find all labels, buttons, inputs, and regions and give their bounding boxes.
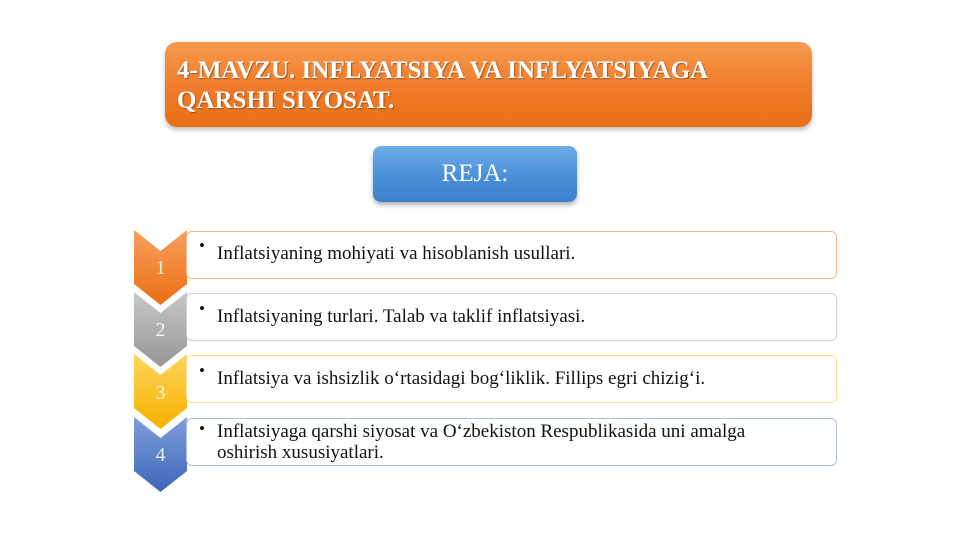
item-number-4: 4 — [155, 444, 166, 466]
bullet-4: • — [199, 419, 205, 438]
item-number-3: 3 — [155, 382, 166, 404]
item-text-3: Inflatsiya va ishsizlik o‘rtasidagi bog‘liklik. Fillips egri chizig‘i. — [217, 368, 706, 389]
item-number-1: 1 — [155, 257, 166, 279]
item-text-1: Inflatsiyaning mohiyati va hisoblanish usullari. — [217, 243, 576, 264]
bullet-3: • — [199, 361, 205, 380]
bullet-1: • — [199, 236, 205, 255]
item-number-2: 2 — [155, 319, 166, 341]
item-text-2: Inflatsiyaning turlari. Talab va taklif inflatsiyasi. — [217, 306, 586, 327]
item-text-4-line-2: oshirish xususiyatlari. — [217, 442, 384, 463]
bullet-2: • — [199, 299, 205, 318]
item-text-4-line-1: Inflatsiyaga qarshi siyosat va O‘zbekiston Respublikasida uni amalga — [217, 421, 746, 442]
title-line-2: QARSHI SIYOSAT. — [177, 87, 395, 114]
reja-label: REJA: — [373, 146, 577, 202]
title-banner — [165, 42, 812, 127]
title-line-1: 4-MAVZU. INFLYATSIYA VA INFLYATSIYAGA — [177, 57, 709, 84]
